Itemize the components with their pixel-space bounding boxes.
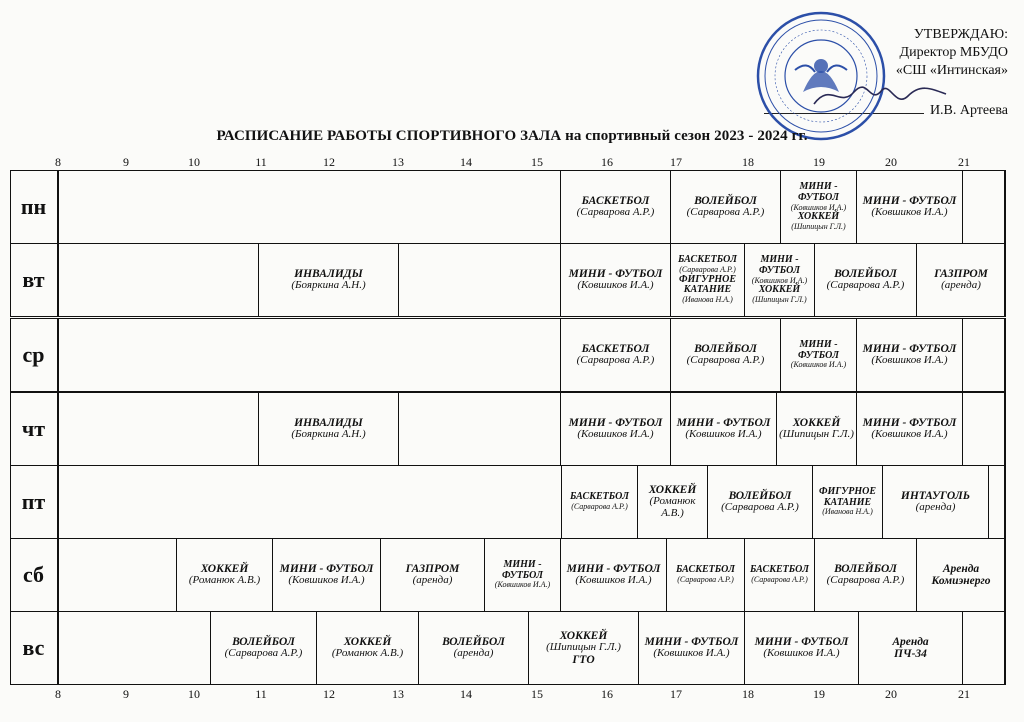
day-label: ср <box>10 318 58 392</box>
session-coach: (Ковшиков И.А.) <box>790 360 847 370</box>
session-activity: МИНИ - ФУТБОЛ <box>568 267 663 280</box>
session-activity: МИНИ - ФУТБОЛ <box>754 635 849 648</box>
session-coach: (Иванова Н.А.) <box>682 295 733 305</box>
session-activity: ВОЛЕЙБОЛ <box>834 267 897 280</box>
session-coach: (Шипицын Г.Л.) <box>752 295 807 305</box>
session-coach: (Бояркина А.Н.) <box>291 279 366 292</box>
session-coach: (Ковшиков И.А.) <box>685 428 762 441</box>
hour-label: 15 <box>531 155 543 169</box>
session-activity: ФУТБОЛ <box>798 349 839 361</box>
session-cell <box>858 611 963 685</box>
session-cell <box>484 538 561 612</box>
session-coach: (аренда) <box>412 574 453 587</box>
session-activity: Аренда <box>892 635 929 648</box>
session-cell <box>780 170 857 244</box>
session-activity: МИНИ - ФУТБОЛ <box>862 342 957 355</box>
session-cell <box>670 318 781 392</box>
hour-label: 13 <box>392 155 404 169</box>
hour-label: 17 <box>670 155 682 169</box>
session-cell <box>812 465 883 539</box>
session-cell <box>637 465 708 539</box>
session-activity: БАСКЕТБОЛ <box>570 491 629 503</box>
session-cell <box>560 538 667 612</box>
hour-label: 14 <box>460 687 472 701</box>
session-coach: (Шипицын Г.Л.) <box>791 222 846 232</box>
session-coach: (Ковшиков И.А.) <box>871 206 948 219</box>
session-coach: (аренда) <box>941 279 981 292</box>
session-cell <box>744 611 859 685</box>
session-activity: КАТАНИЕ <box>823 496 872 508</box>
empty-slot <box>962 392 1006 466</box>
session-cell <box>210 611 317 685</box>
day-label: пн <box>10 170 58 244</box>
session-activity: ХОККЕЙ <box>792 416 841 429</box>
hour-label: 8 <box>55 155 61 169</box>
session-activity: МИНИ - ФУТБОЛ <box>862 416 957 429</box>
hour-label: 17 <box>670 687 682 701</box>
session-coach: (Сарварова А.Р.) <box>721 501 799 514</box>
approval-heading: УТВЕРЖДАЮ: <box>913 27 1008 42</box>
session-activity: ВОЛЕЙБОЛ <box>728 489 792 502</box>
hour-label: 9 <box>123 687 129 701</box>
approval-signer: И.В. Артеева <box>929 103 1008 118</box>
session-activity: МИНИ - ФУТБОЛ <box>644 635 739 648</box>
session-coach: (Иванова Н.А.) <box>822 507 873 517</box>
session-cell <box>707 465 813 539</box>
session-cell <box>780 318 857 392</box>
day-label: вт <box>10 243 58 317</box>
session-activity: МИНИ - ФУТБОЛ <box>862 194 957 207</box>
session-cell <box>670 392 777 466</box>
empty-slot <box>988 465 1006 539</box>
session-coach: (Ковшиков И.А.) <box>494 580 551 590</box>
session-cell <box>744 243 815 317</box>
session-activity: БАСКЕТБОЛ <box>676 564 735 576</box>
hour-label: 14 <box>460 155 472 169</box>
session-activity: МИНИ - <box>799 338 838 350</box>
session-activity: МИНИ - ФУТБОЛ <box>676 416 771 429</box>
session-activity: ИНТАУГОЛЬ <box>900 489 971 502</box>
session-activity: ГАЗПРОМ <box>405 562 460 575</box>
hour-label: 13 <box>392 687 404 701</box>
day-label: сб <box>10 538 58 612</box>
session-activity: БАСКЕТБОЛ <box>750 564 809 576</box>
session-coach: (Шипицын Г.Л.) <box>779 428 854 441</box>
empty-slot <box>398 243 561 317</box>
session-activity: ФИГУРНОЕ <box>818 485 877 497</box>
session-cell <box>744 538 815 612</box>
session-activity: ХОККЕЙ <box>343 635 392 648</box>
session-activity: ВОЛЕЙБОЛ <box>442 635 505 648</box>
hour-label: 11 <box>255 687 267 701</box>
session-activity: МИНИ - <box>503 558 542 570</box>
session-activity: ВОЛЕЙБОЛ <box>694 194 757 207</box>
hour-label: 10 <box>188 155 200 169</box>
session-coach: (Сарварова А.Р.) <box>826 279 905 292</box>
hour-label: 8 <box>55 687 61 701</box>
session-cell <box>258 392 399 466</box>
session-cell <box>670 243 745 317</box>
session-coach: (Сарварова А.Р.) <box>679 264 736 274</box>
session-coach: (Сарварова А.Р.) <box>826 574 905 587</box>
session-activity: ФУТБОЛ <box>798 191 839 203</box>
session-coach: (Романюк А.В.) <box>331 647 404 660</box>
session-coach: (аренда) <box>915 501 956 514</box>
session-cell <box>316 611 419 685</box>
session-cell <box>814 243 917 317</box>
session-activity: ВОЛЕЙБОЛ <box>694 342 757 355</box>
hour-label: 11 <box>255 155 267 169</box>
session-cell <box>258 243 399 317</box>
hour-label: 12 <box>323 155 335 169</box>
hour-label: 10 <box>188 687 200 701</box>
session-cell <box>916 538 1006 612</box>
empty-slot <box>58 318 561 392</box>
empty-slot <box>58 465 562 539</box>
session-activity: МИНИ - ФУТБОЛ <box>279 562 374 575</box>
session-coach: (Ковшиков И.А.) <box>653 647 730 660</box>
empty-slot <box>58 243 259 317</box>
empty-slot <box>58 611 211 685</box>
hour-label: 18 <box>742 155 754 169</box>
session-cell <box>814 538 917 612</box>
session-coach: (Романюк А.В.) <box>188 574 261 587</box>
empty-slot <box>58 538 177 612</box>
session-activity: БАСКЕТБОЛ <box>678 254 737 266</box>
session-cell <box>638 611 745 685</box>
approval-position: Директор МБУДО <box>899 45 1008 60</box>
hour-label: 21 <box>958 687 970 701</box>
session-cell <box>380 538 485 612</box>
session-cell <box>560 392 671 466</box>
session-cell <box>856 170 963 244</box>
session-coach: (Ковшиков И.А.) <box>288 574 365 587</box>
schedule-title: РАСПИСАНИЕ РАБОТЫ СПОРТИВНОГО ЗАЛА на спортивный сезон 2023 - 2024 гг. <box>216 128 808 144</box>
approval-organization: «СШ «Интинская» <box>895 63 1008 78</box>
session-coach: (Сарварова А.Р.) <box>751 575 808 585</box>
session-activity: КАТАНИЕ <box>683 284 732 296</box>
session-cell <box>560 170 671 244</box>
session-cell <box>560 318 671 392</box>
session-activity: БАСКЕТБОЛ <box>581 194 650 207</box>
day-label: вс <box>10 611 58 685</box>
hour-label: 16 <box>601 155 613 169</box>
session-activity: МИНИ - <box>799 181 838 193</box>
session-activity: ВОЛЕЙБОЛ <box>232 635 295 648</box>
session-coach: (Сарварова А.Р.) <box>686 354 765 367</box>
day-label: пт <box>10 465 58 539</box>
day-label: чт <box>10 392 58 466</box>
empty-slot <box>962 318 1006 392</box>
session-coach: (Ковшиков И.А.) <box>751 275 808 285</box>
session-cell <box>272 538 381 612</box>
session-activity: ГАЗПРОМ <box>934 267 988 280</box>
hour-label: 16 <box>601 687 613 701</box>
session-cell <box>670 170 781 244</box>
session-activity: ХОККЕЙ <box>648 483 697 496</box>
session-activity: БАСКЕТБОЛ <box>581 342 650 355</box>
session-activity: ХОККЕЙ <box>797 211 840 223</box>
hour-label: 15 <box>531 687 543 701</box>
session-activity: ИНВАЛИДЫ <box>294 267 363 280</box>
session-coach: (Ковшиков И.А.) <box>577 279 654 292</box>
empty-slot <box>58 392 259 466</box>
session-coach: (Сарварова А.Р.) <box>686 206 765 219</box>
session-activity: ВОЛЕЙБОЛ <box>834 562 897 575</box>
session-coach: (Сарварова А.Р.) <box>677 575 734 585</box>
session-coach: (Ковшиков И.А.) <box>871 428 948 441</box>
session-cell <box>916 243 1006 317</box>
session-cell <box>528 611 639 685</box>
session-coach: А.В.) <box>661 507 684 520</box>
session-activity: ХОККЕЙ <box>758 284 801 296</box>
session-activity: ФИГУРНОЕ <box>678 273 737 285</box>
hour-label: 9 <box>123 155 129 169</box>
session-activity: МИНИ - ФУТБОЛ <box>566 562 661 575</box>
session-activity: ИНВАЛИДЫ <box>294 416 363 429</box>
session-activity: ФУТБОЛ <box>502 569 543 581</box>
session-cell <box>561 465 638 539</box>
empty-slot <box>58 170 561 244</box>
session-cell <box>856 318 963 392</box>
session-activity: ХОККЕЙ <box>559 629 608 642</box>
session-cell <box>418 611 529 685</box>
session-coach: (Ковшиков И.А.) <box>575 574 652 587</box>
session-activity: ПЧ-34 <box>894 648 927 660</box>
session-cell <box>882 465 989 539</box>
session-cell <box>666 538 745 612</box>
session-coach: (аренда) <box>453 647 494 660</box>
session-coach: (Шипицын Г.Л.) <box>546 641 621 654</box>
session-activity: Аренда <box>942 562 980 575</box>
session-activity: Комиэнерго <box>931 575 991 587</box>
session-coach: (Сарварова А.Р.) <box>576 206 655 219</box>
session-coach: (Сарварова А.Р.) <box>576 354 655 367</box>
empty-slot <box>962 611 1006 685</box>
session-coach: (Сарварова А.Р.) <box>571 502 628 512</box>
hour-label: 20 <box>885 155 897 169</box>
session-cell <box>176 538 273 612</box>
session-cell <box>856 392 963 466</box>
session-cell <box>776 392 857 466</box>
hour-label: 19 <box>813 155 825 169</box>
hour-label: 12 <box>323 687 335 701</box>
hour-label: 19 <box>813 687 825 701</box>
session-coach: (Ковшиков И.А.) <box>871 354 948 367</box>
session-coach: (Бояркина А.Н.) <box>291 428 366 441</box>
session-coach: (Ковшиков И.А.) <box>577 428 654 441</box>
session-activity: ГТО <box>572 653 595 666</box>
empty-slot <box>962 170 1006 244</box>
session-activity: МИНИ - <box>760 254 799 266</box>
session-coach: (Ковшиков И.А.) <box>790 202 847 212</box>
session-coach: (Сарварова А.Р.) <box>224 647 303 660</box>
session-coach: (Романюк <box>649 495 696 508</box>
hour-label: 21 <box>958 155 970 169</box>
session-activity: МИНИ - ФУТБОЛ <box>568 416 663 429</box>
session-cell <box>560 243 671 317</box>
empty-slot <box>398 392 561 466</box>
session-activity: ФУТБОЛ <box>759 264 800 276</box>
hour-label: 20 <box>885 687 897 701</box>
hour-label: 18 <box>742 687 754 701</box>
session-activity: ХОККЕЙ <box>200 562 249 575</box>
session-coach: (Ковшиков И.А.) <box>763 647 840 660</box>
